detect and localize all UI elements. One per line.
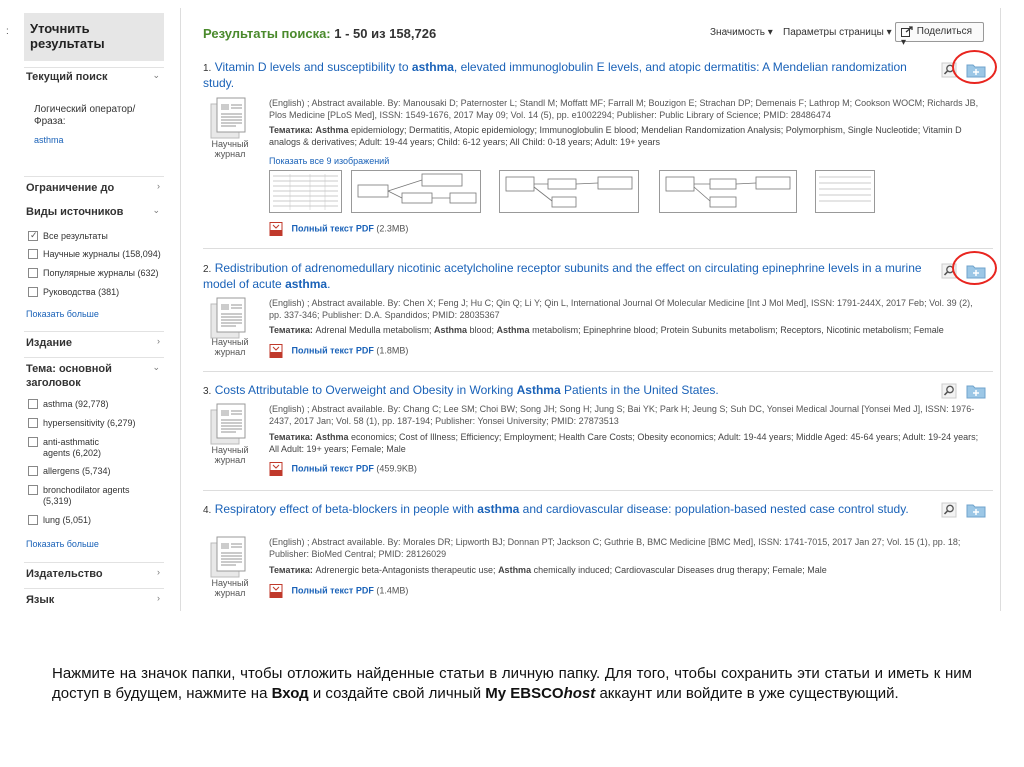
source-types-section[interactable] — [24, 203, 164, 227]
subject-section[interactable] — [24, 357, 164, 397]
checkbox[interactable] — [28, 418, 38, 428]
add-to-folder-icon[interactable] — [966, 383, 986, 399]
result-meta: (English) ; Abstract available. By: Chang C; Lee SM; Choi BW; Song JH; Song H; Jung S; Bai YK; Park H; Jeung S; Suh DC, Yonsei Medical Journal [Yonsei Med J], ISSN: 1976-2437, 2017 Jan; Vol. 58 (1), pp. 187-194; Publisher: Yonsei University; PMID: 27873513 — [269, 404, 975, 426]
publication-type-label: Научный журнал — [211, 337, 249, 357]
checkbox[interactable] — [28, 466, 38, 476]
publisher-section[interactable] — [24, 562, 164, 588]
edition-title: Издание — [26, 337, 72, 349]
source-option-popular[interactable]: Популярные журналы (632) — [28, 268, 158, 279]
result-item — [203, 261, 993, 371]
subject-option-allergens[interactable]: allergens (5,734) — [28, 466, 148, 477]
publication-type-label: Научный журнал — [211, 445, 249, 465]
image-thumbnail[interactable] — [659, 170, 797, 213]
relevance-sort-menu[interactable]: Значимость ▾ — [710, 27, 773, 38]
show-images-link[interactable]: Показать все 9 изображений — [269, 156, 390, 166]
checkbox[interactable] — [28, 249, 38, 259]
language-section[interactable] — [24, 588, 164, 614]
checkbox[interactable] — [28, 437, 38, 447]
image-thumbnail[interactable] — [269, 170, 342, 213]
folder-highlight-circle — [952, 50, 997, 84]
result-subjects: Тематика: Asthma economics; Cost of Illness; Efficiency; Employment; Health Care Costs; Obesity economics; Adult: 19-44 years; Middle Aged: 45-64 years; Adult: 19-24 years; All Adult: 19+ years; Female; Male — [269, 432, 979, 454]
subject-option-asthma[interactable]: asthma (92,778) — [28, 399, 148, 410]
publisher-title: Издательство — [26, 568, 103, 580]
limit-to-section[interactable] — [24, 176, 164, 200]
source-option-all[interactable]: ✓ Все результаты — [28, 231, 108, 242]
publication-type-label: Научный журнал — [211, 578, 249, 598]
show-more-link[interactable]: Показать больше — [26, 539, 99, 549]
limit-to-title: Ограничение до — [26, 182, 115, 194]
preview-magnifier-icon[interactable] — [941, 502, 957, 518]
diagram-thumbnail-icon — [500, 171, 638, 212]
subject-option-hypersensitivity[interactable]: hypersensitivity (6,279) — [28, 418, 148, 429]
folder-highlight-circle — [952, 251, 997, 285]
result-subjects: Тематика: Asthma epidemiology; Dermatitis, Atopic epidemiology; Immunoglobulin E blood; Mendelian Randomization Analysis; Polymorphism, Single Nucleotide; Vitamin D analogs & derivatives; Adult: 19-44 years; Child: 6-12 years; All Child: 0-18 years; Adult: 19+ years — [269, 125, 962, 147]
chevron-right-icon[interactable]: › — [157, 336, 160, 346]
checkbox[interactable] — [28, 399, 38, 409]
chevron-down-icon[interactable]: ⌄ — [152, 205, 160, 215]
pdf-icon — [269, 222, 283, 236]
pdf-size: (1.8MB) — [376, 345, 409, 356]
pdf-full-text[interactable] — [269, 222, 408, 236]
edition-section[interactable] — [24, 331, 164, 357]
pdf-link[interactable]: Полный текст PDF — [291, 585, 374, 596]
chevron-right-icon[interactable]: › — [157, 181, 160, 191]
pdf-full-text[interactable] — [269, 584, 408, 598]
image-thumbnail[interactable] — [351, 170, 481, 213]
pdf-icon — [269, 584, 283, 598]
sidebar-header: Уточнить результаты — [24, 13, 164, 61]
content-right-border — [1000, 8, 1001, 611]
subject-option-bronchodilator[interactable]: bronchodilator agents (5,319) — [28, 485, 138, 507]
subject-title: Тема: основной заголовок — [26, 363, 112, 389]
document-icon[interactable] — [209, 297, 251, 339]
table-thumbnail-icon — [270, 171, 341, 212]
pdf-full-text[interactable] — [269, 462, 417, 476]
result-title[interactable]: 4. Respiratory effect of beta-blockers in people with asthma and cardiovascular disease: population-based nested case control study. — [203, 502, 909, 516]
current-search-section[interactable] — [24, 67, 164, 99]
result-meta: (English) ; Abstract available. By: Manousaki D; Paternoster L; Standl M; Moffatt MF; Farrall M; Bouzigon E; Strachan DP; Demenais F; Lathrop M; Cookson WOCM; Richards JB, Plos Medicine [PLoS Med], ISSN: 1549-1676, 2017 May 09; Vol. 14 (5), pp. e1002294; Publisher: Public Library of Science; PMID: 28486474 — [269, 98, 979, 120]
subject-option-lung[interactable]: lung (5,051) — [28, 515, 148, 526]
chevron-right-icon[interactable]: › — [157, 593, 160, 603]
checkbox[interactable] — [28, 485, 38, 495]
result-item — [203, 60, 993, 245]
chevron-right-icon[interactable]: › — [157, 567, 160, 577]
pdf-link[interactable]: Полный текст PDF — [291, 463, 374, 474]
results-heading — [203, 26, 436, 41]
login-word: Вход — [271, 685, 309, 702]
pdf-link[interactable]: Полный текст PDF — [291, 223, 374, 234]
results-count: 1 - 50 из 158,726 — [334, 26, 437, 41]
source-option-guides[interactable]: Руководства (381) — [28, 287, 119, 298]
image-thumbnail[interactable] — [815, 170, 875, 213]
result-meta: (English) ; Abstract available. By: Chen X; Feng J; Hu C; Qin Q; Li Y; Qin L, International Journal Of Molecular Medicine [Int J Mol Med], ISSN: 1791-244X, 2017 Feb; Vol. 39 (2), pp. 337-346; Publisher: D.A. Spandidos; PMID: 28035367 — [269, 298, 973, 320]
share-label: Поделиться ▾ — [901, 26, 973, 49]
diagram-thumbnail-icon — [352, 171, 480, 212]
source-option-academic[interactable]: Научные журналы (158,094) — [28, 249, 161, 260]
instruction-text: Нажмите на значок папки, чтобы отложить найденные статьи в личную папку. Для того, чтобы сохранить эти статьи и иметь к ним доступ в будущем, нажмите на Вход и создайте свой личный My EBSCOhost аккаунт или войдите в уже существующий. — [52, 665, 972, 702]
add-to-folder-icon[interactable] — [966, 502, 986, 518]
language-title: Язык — [26, 594, 55, 606]
pdf-full-text[interactable] — [269, 344, 408, 358]
pdf-size: (1.4MB) — [376, 585, 409, 596]
pdf-icon — [269, 462, 283, 476]
results-label: Результаты поиска: — [203, 26, 331, 41]
checkbox[interactable] — [28, 231, 38, 241]
subject-option-anti-asthmatic[interactable]: anti-asthmatic agents (6,202) — [28, 437, 128, 459]
share-icon — [901, 26, 914, 37]
current-search-title: Текущий поиск — [26, 71, 108, 83]
checkbox[interactable] — [28, 515, 38, 525]
result-title[interactable]: 3. Costs Attributable to Overweight and Obesity in Working Asthma Patients in the United States. — [203, 383, 719, 397]
result-separator — [203, 490, 993, 491]
edge-marker: : — [6, 26, 9, 37]
chevron-down-icon[interactable]: ⌄ — [152, 362, 160, 372]
image-thumbnail[interactable] — [499, 170, 639, 213]
result-separator — [203, 371, 993, 372]
result-subjects: Тематика: Adrenergic beta-Antagonists therapeutic use; Asthma chemically induced; Cardiovascular Diseases drug therapy; Female; Male — [269, 565, 827, 575]
result-item — [203, 502, 993, 612]
document-icon[interactable] — [209, 97, 251, 139]
refine-sidebar — [24, 13, 164, 613]
show-more-link[interactable]: Показать больше — [26, 309, 99, 319]
pdf-size: (459.9KB) — [376, 463, 417, 474]
result-title[interactable]: 2. Redistribution of adrenomedullary nicotinic acetylcholine receptor subunits and the effect on circulating epinephrine levels in a murine model of acute asthma. — [203, 261, 922, 291]
pdf-size: (2.3MB) — [376, 223, 409, 234]
preview-magnifier-icon[interactable] — [941, 383, 957, 399]
document-icon[interactable] — [209, 536, 251, 578]
result-subjects: Тематика: Adrenal Medulla metabolism; Asthma blood; Asthma metabolism; Epinephrine blood; Protein Subunits metabolism; Receptors, Nicotinic metabolism; Female — [269, 325, 944, 335]
operator-value[interactable]: asthma — [34, 135, 64, 145]
page-options-menu[interactable]: Параметры страницы ▾ — [783, 27, 892, 38]
chevron-down-icon[interactable]: ⌄ — [152, 70, 160, 80]
diagram-thumbnail-icon — [660, 171, 796, 212]
document-icon[interactable] — [209, 403, 251, 445]
table-thumbnail-icon — [816, 171, 874, 212]
source-types-title: Виды источников — [26, 206, 124, 218]
pdf-link[interactable]: Полный текст PDF — [291, 345, 374, 356]
sidebar-divider — [180, 8, 181, 611]
operator-label: Логический оператор/Фраза: — [34, 104, 136, 127]
publication-type-label: Научный журнал — [211, 139, 249, 159]
pdf-icon — [269, 344, 283, 358]
result-meta: (English) ; Abstract available. By: Morales DR; Lipworth BJ; Donnan PT; Jackson C; Guthrie B, BMC Medicine [BMC Med], ISSN: 1741-7015, 2017 Jan 27; Vol. 15 (1), pp. 18; Publisher: BioMed Central; PMID: 28126029 — [269, 537, 961, 559]
result-item — [203, 383, 993, 490]
share-button[interactable] — [895, 22, 984, 49]
checkbox[interactable] — [28, 268, 38, 278]
result-title[interactable]: 1. Vitamin D levels and susceptibility to asthma, elevated immunoglobulin E levels, and atopic dermatitis: A Mendelian randomization study. — [203, 60, 907, 90]
result-separator — [203, 248, 993, 249]
checkbox[interactable] — [28, 287, 38, 297]
